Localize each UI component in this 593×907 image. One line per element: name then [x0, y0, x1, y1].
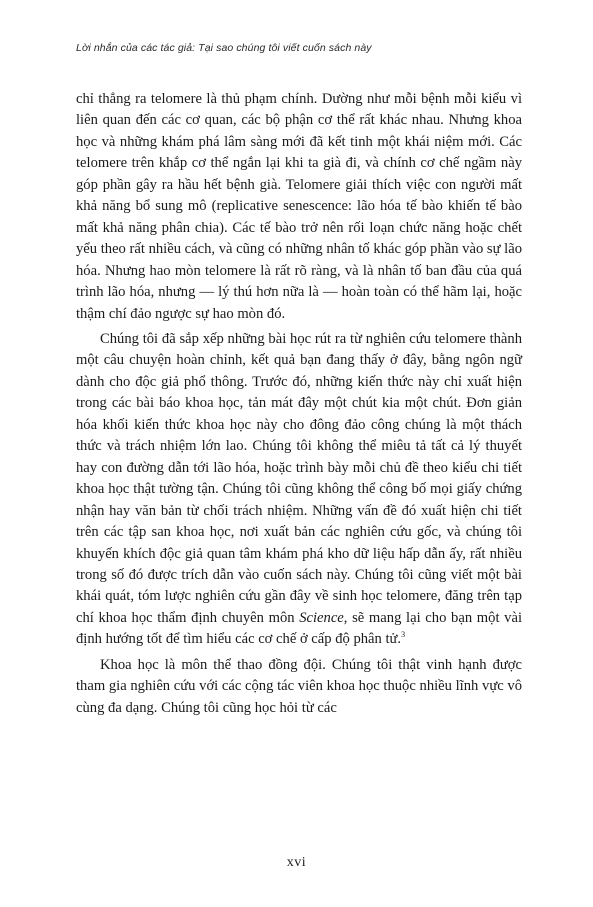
paragraph-2	[76, 329, 522, 651]
journal-name: Science	[299, 609, 344, 626]
footnote-marker: 3	[401, 630, 406, 640]
paragraph-1-text: chỉ thẳng ra telomere là thủ phạm chính. Dường như mỗi bệnh mỗi kiểu vì liên quan đến các cơ quan, các bộ phận cơ thể rất khác nhau. Nhưng khoa học và những khám phá lâm sàng mới đã kết tinh một khái niệm mới. Các telomere trên khắp cơ thể ngắn lại khi ta già đi, và chính cơ chế ngầm này góp phần gây ra hầu hết bệnh già. Telomere giải thích việc con người mất khả năng bổ sung mô (replicative senescence: lão hóa tế bào khiến tế bào mất khả năng phân chia). Các tế bào trở nên rối loạn chức năng hoặc chết yểu theo rất nhiều cách, và cũng có những nhân tố khác góp phần vào sự lão hóa. Nhưng hao mòn telomere là rất rõ ràng, và là nhân tố ban đầu của quá trình lão hóa, nhưng — lý thú hơn nữa là — hoàn toàn có thể hãm lại, hoặc thậm chí đảo ngược sự hao mòn đó.	[76, 91, 522, 322]
page-number: xvi	[286, 855, 307, 870]
paragraph-1	[76, 89, 522, 325]
paragraph-2-text: Chúng tôi đã sắp xếp những bài học rút ra từ nghiên cứu telomere thành một câu chuyện hoàn chỉnh, kết quả bạn đang thấy ở đây, bằng ngôn ngữ dành cho độc giả phổ thông. Trước đó, những kiến thức này chỉ xuất hiện trong các bài báo khoa học, tản mát đây một chút kia một chút. Đơn giản hóa khối kiến thức khoa học này cho đông đảo công chúng là một thách thức và trách nhiệm lớn lao. Chúng tôi không thể miêu tả tất cả lý thuyết hay con đường dẫn tới lão hóa, hoặc trình bày mỗi chủ đề theo kiểu chi tiết khoa học thật tường tận. Chúng tôi cũng không thể công bố mọi giấy chứng nhận hay văn bản từ chối trách nhiệm. Những vấn đề đó xuất hiện chi tiết trên các tập san khoa học, nơi xuất bản các nghiên cứu gốc, và chúng tôi khuyến khích độc giả quan tâm khám phá kho dữ liệu hấp dẫn ấy, rất nhiều trong số đó được trích dẫn vào cuốn sách này. Chúng tôi cũng viết một bài khái quát, tóm lược nghiên cứu gần đây về sinh học telomere, đăng trên tạp chí khoa học thẩm định chuyên môn	[76, 330, 522, 626]
paragraph-3-text: Khoa học là môn thể thao đồng đội. Chúng tôi thật vinh hạnh được tham gia nghiên cứu với các cộng tác viên khoa học thuộc nhiều lĩnh vực vô cùng đa dạng. Chúng tôi cũng học hỏi từ các	[76, 656, 522, 716]
body-text	[76, 89, 522, 719]
paragraph-2-text-after: , sẽ mang lại cho bạn một vài định hướng tốt để tìm hiểu các cơ chế ở cấp độ phân tử.	[76, 609, 522, 648]
running-header: Lời nhắn của các tác giả: Tại sao chúng tôi viết cuốn sách này	[76, 42, 372, 54]
paragraph-3	[76, 655, 522, 719]
